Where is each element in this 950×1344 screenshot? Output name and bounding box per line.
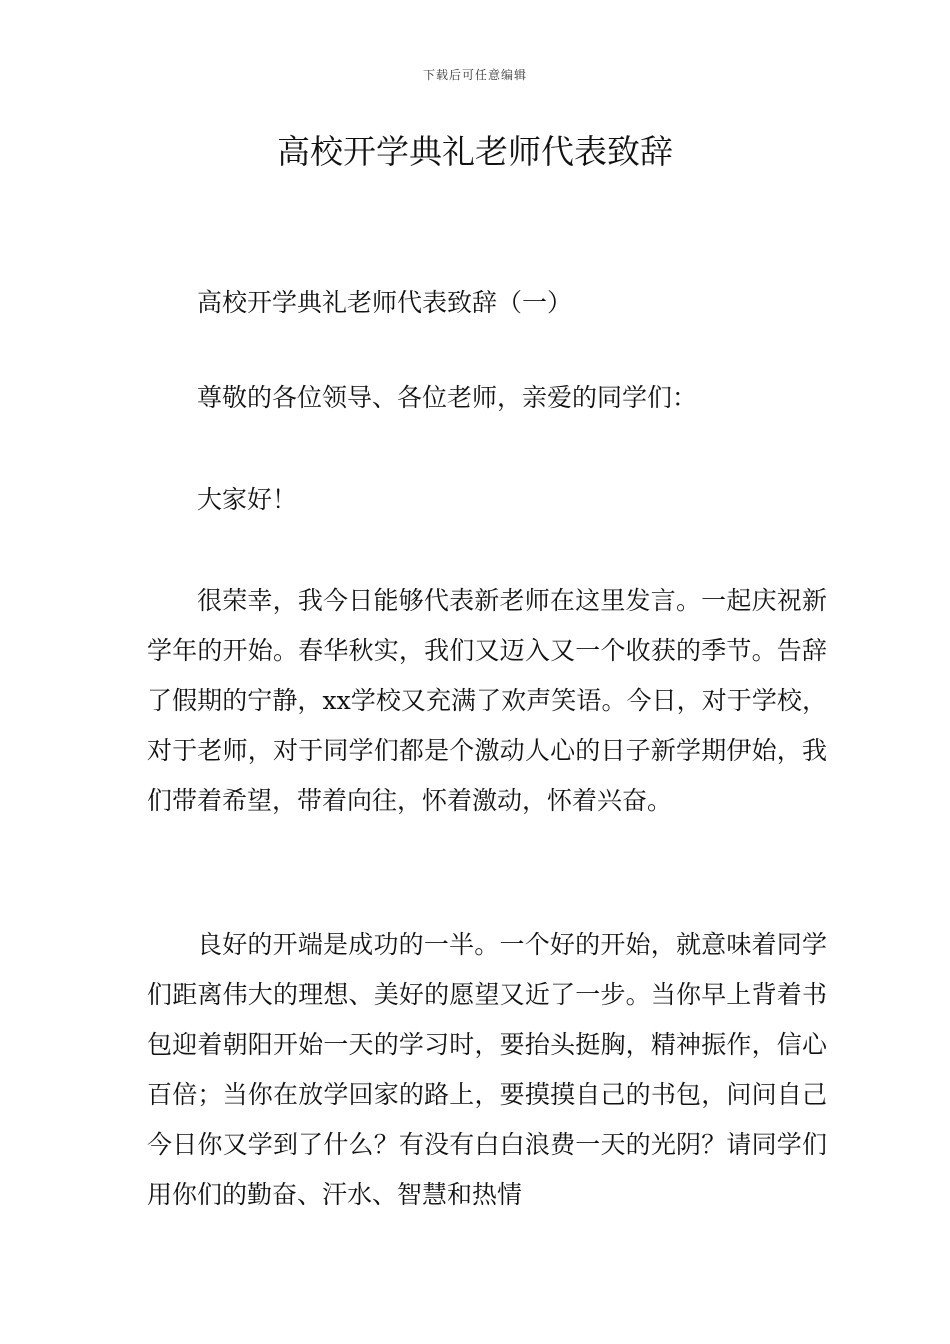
salutation-line: 尊敬的各位领导、各位老师，亲爱的同学们： <box>197 383 698 412</box>
body-paragraph-2: 良好的开端是成功的一半。一个好的开始，就意味着同学们距离伟大的理想、美好的愿望又近了一步。当你早上背着书包迎着朝阳开始一天的学习时，要抬头挺胸，精神振作，信心百倍；当你在放学回家的路上，要摸摸自己的书包，问问自己今日你又学到了什么？有没有白白浪费一天的光阴？请同学们用你们的勤奋、汗水、智慧和热情 <box>147 930 827 1209</box>
greeting-line: 大家好！ <box>197 485 298 514</box>
section-subtitle: 高校开学典礼老师代表致辞（一） <box>197 288 573 317</box>
body-paragraph-1: 很荣幸，我今日能够代表新老师在这里发言。一起庆祝新学年的开始。春华秋实，我们又迈入又一个收获的季节。告辞了假期的宁静，xx学校又充满了欢声笑语。今日，对于学校，对于老师，对于同学们都是个激动人心的日子新学期伊始，我们带着希望，带着向往，怀着激动，怀着兴奋。 <box>147 586 827 815</box>
header-note: 下载后可任意编辑 <box>422 68 527 82</box>
document-title: 高校开学典礼老师代表致辞 <box>277 132 673 171</box>
